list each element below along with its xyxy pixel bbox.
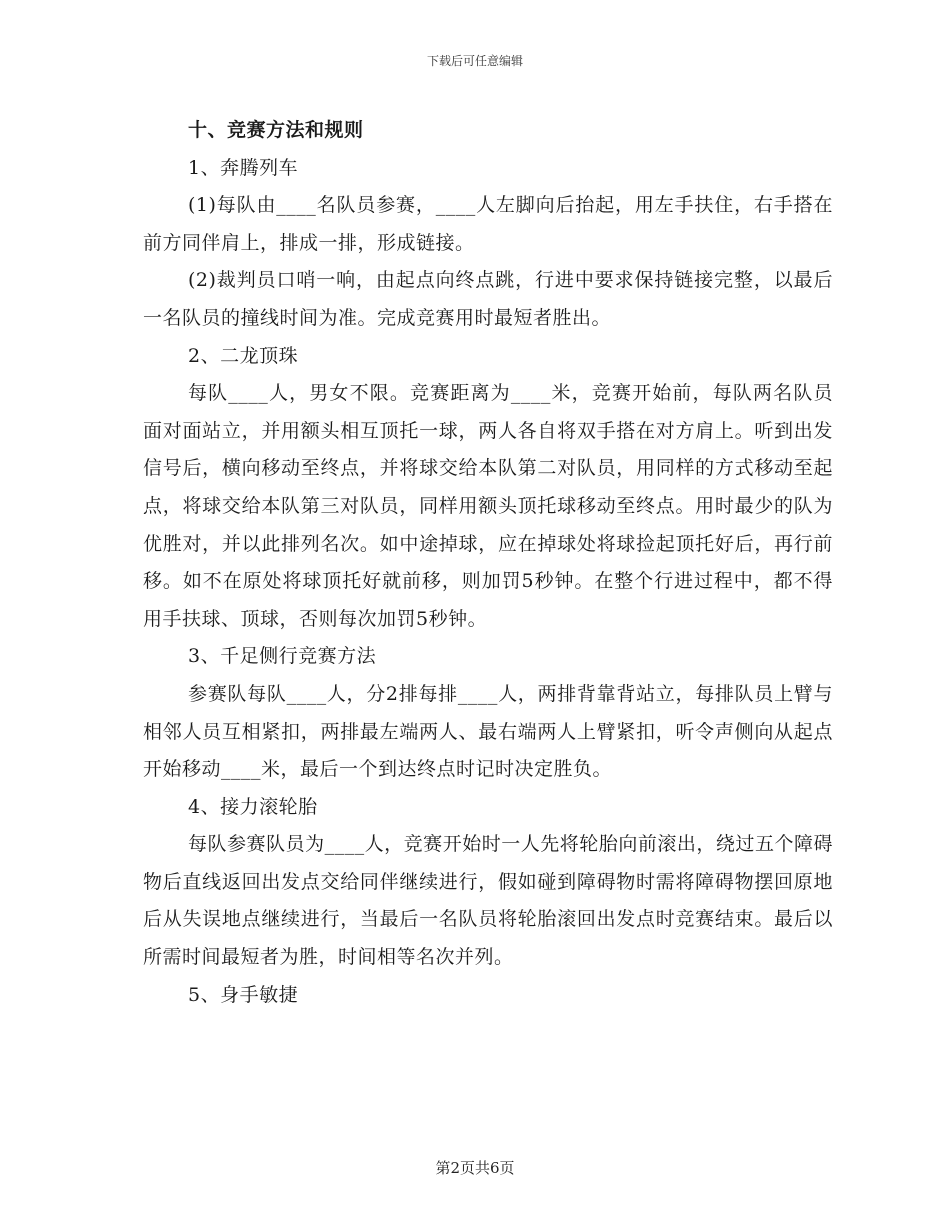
paragraph-4: 每队参赛队员为____人，竞赛开始时一人先将轮胎向前滚出，绕过五个障碍物后直线返回出发点交给同伴继续进行，假如碰到障碍物时需将障碍物摆回原地后从失误地点继续进行，当最后一名队员将轮胎滚回出发点时竞赛结束。最后以所需时间最短者为胜，时间相等名次并列。 [143,833,833,969]
section-heading: 十、竞赛方法和规则 [188,119,364,141]
document-body [143,112,833,1014]
paragraph-1-1: (1)每队由____名队员参赛，____人左脚向后抬起，用左手扶住，右手搭在前方同伴肩上，排成一排，形成链接。 [143,194,833,254]
subsection-heading-1: 1、奔腾列车 [188,156,299,179]
paragraph-2: 每队____人，男女不限。竞赛距离为____米，竞赛开始前，每队两名队员面对面站立，并用额头相互顶托一球，两人各自将双手搭在对方肩上。听到出发信号后，横向移动至终点，并将球交给本队第二对队员，用同样的方式移动至起点，将球交给本队第三对队员，同样用额头顶托球移动至终点。用时最少的队为优胜对，并以此排列名次。如中途掉球，应在掉球处将球捡起顶托好后，再行前移。如不在原处将球顶托好就前移，则加罚5秒钟。在整个行进过程中，都不得用手扶球、顶球，否则每次加罚5秒钟。 [143,382,833,630]
subsection-heading-4: 4、接力滚轮胎 [188,795,318,818]
subsection-heading-2: 2、二龙顶珠 [188,344,299,367]
page-number: 第2页共6页 [435,1159,515,1177]
header-note: 下载后可任意编辑 [426,54,523,68]
subsection-heading-5: 5、身手敏捷 [188,983,299,1006]
paragraph-1-2: (2)裁判员口哨一响，由起点向终点跳，行进中要求保持链接完整，以最后一名队员的撞线时间为准。完成竞赛用时最短者胜出。 [143,269,833,329]
paragraph-3: 参赛队每队____人，分2排每排____人，两排背靠背站立，每排队员上臂与相邻人员互相紧扣，两排最左端两人、最右端两人上臂紧扣，听令声侧向从起点开始移动____米，最后一个到达终点时记时决定胜负。 [143,682,833,781]
subsection-heading-3: 3、千足侧行竞赛方法 [188,645,377,668]
